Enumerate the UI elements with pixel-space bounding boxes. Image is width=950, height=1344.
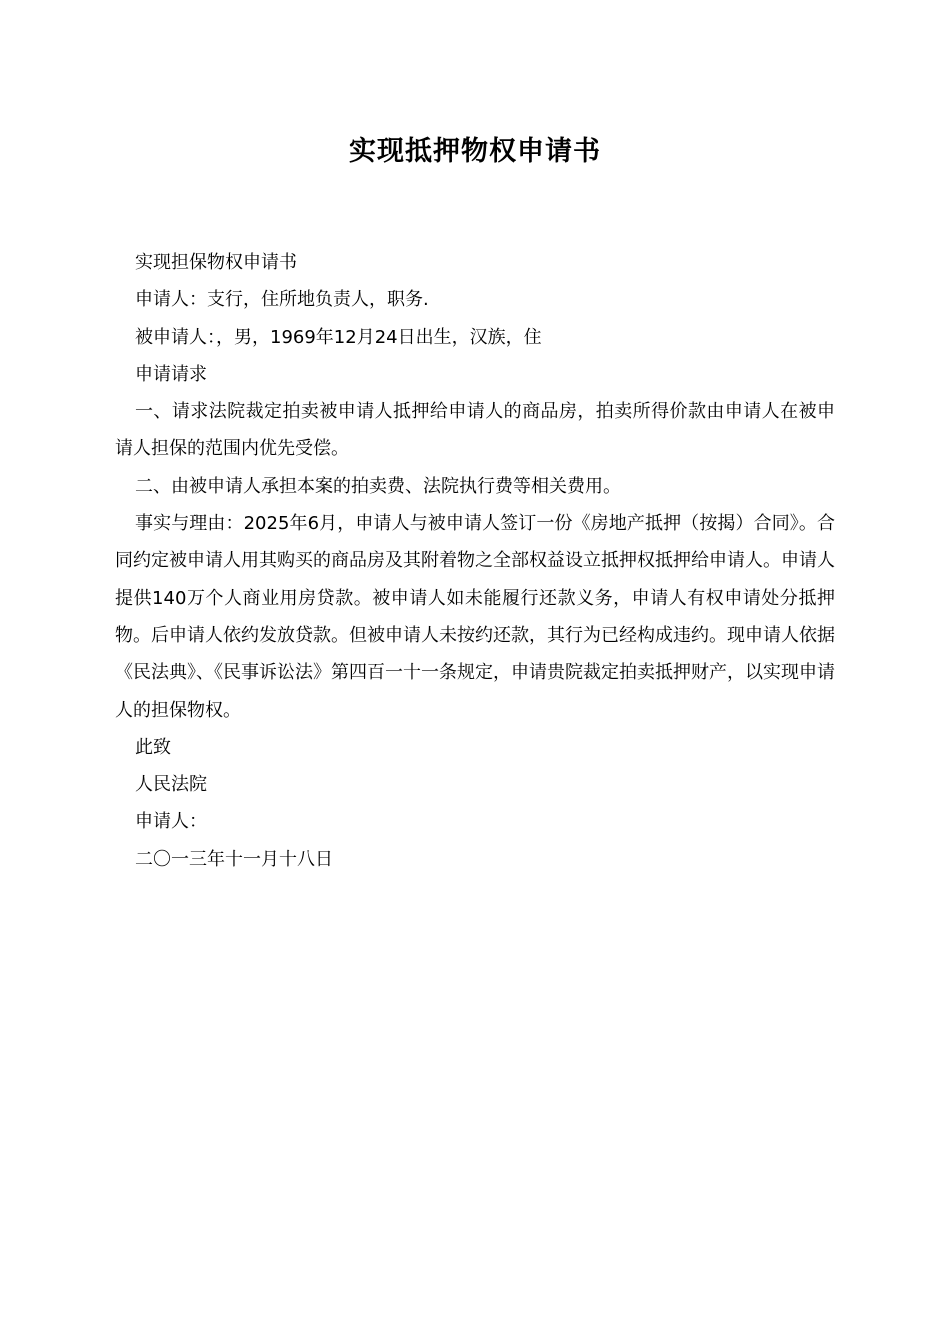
paragraph-facts-reasons: 事实与理由：2025年6月，申请人与被申请人签订一份《房地产抵押（按揭）合同》。合同约定被申请人用其购买的商品房及其附着物之全部权益设立抵押权抵押给申请人。申请人提供140万个人商业用房贷款。被申请人如未能履行还款义务，申请人有权申请处分抵押物。后申请人依约发放贷款。但被申请人未按约还款，其行为已经构成违约。现申请人依据《民法典》、《民事诉讼法》第四百一十一条规定，申请贵院裁定拍卖抵押财产，以实现申请人的担保物权。 bbox=[115, 513, 835, 721]
paragraph-request-1: 一、请求法院裁定拍卖被申请人抵押给申请人的商品房，拍卖所得价款由申请人在被申请人担保的范围内优先受偿。 bbox=[115, 401, 835, 460]
paragraph-request-2: 二、由被申请人承担本案的拍卖费、法院执行费等相关费用。 bbox=[135, 475, 621, 497]
document-body bbox=[115, 244, 835, 878]
paragraph-signature: 申请人： bbox=[135, 811, 207, 833]
paragraph-respondent: 被申请人：，男，1969年12月24日出生，汉族，住 bbox=[135, 326, 542, 348]
paragraph-applicant: 申请人：支行，住所地负责人，职务. bbox=[135, 289, 429, 311]
document-title: 实现抵押物权申请书 bbox=[349, 136, 601, 167]
paragraph-date: 二〇一三年十一月十八日 bbox=[135, 848, 333, 870]
paragraph-court: 人民法院 bbox=[135, 774, 207, 796]
paragraph-doc-heading: 实现担保物权申请书 bbox=[135, 252, 297, 273]
paragraph-request-heading: 申请请求 bbox=[135, 363, 207, 385]
paragraph-salutation: 此致 bbox=[135, 736, 171, 758]
